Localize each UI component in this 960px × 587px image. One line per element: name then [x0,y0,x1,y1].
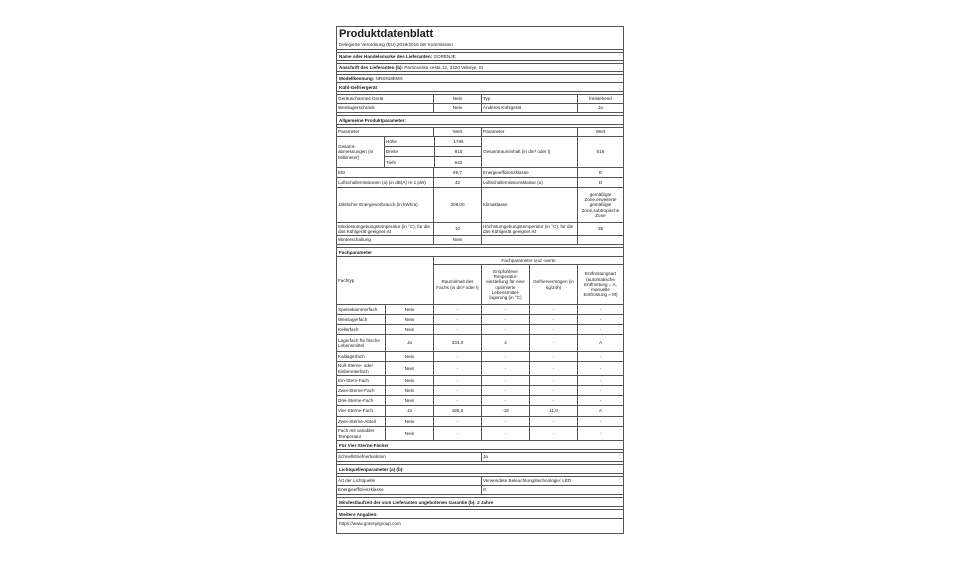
device-row: Weinlagerschrank Nein Anderes Kühlgerät Ja [337,104,623,113]
general-param-row: Jährlicher Energieverbrauch (in kWh/a) 309,00 Klimaklasse gemäßigte Zone,erweiterte gemäßigte Zone,subtropische Zone [337,188,623,223]
compartment-row: Speisekammerfach Nein - - - - [337,305,623,315]
product-datasheet [336,26,624,534]
dimensions-block: Gesamt-abmessungen (in Millimeter) Höhe 1786 Breite 910 Tiefe 643 Gesamtrauminhalt (in dm³ oder l) 519 [337,137,623,168]
compartment-row: Null-Sterne- oder Eisbereiterfach Nein - - - - [337,362,623,376]
manufacturer-url[interactable]: https://www.gorenjegroup.com [339,521,401,526]
regulation-subtitle: Delegierte Verordnung (EU) 2019/2016 der Kommission [337,41,623,50]
compartment-header: Fachtyp Fachparameter und -werte Rauminhalt des Fachs (in dm³ oder l) Empfohlene Temperatur-einstellung für eine optimierte Lebensmittel-lagerung (in °C) Gefriervermögen (in kg/24h) Entfrostungsart (automatische Entfrostung = A, manuelle Entfrostung = M) [337,257,623,305]
general-param-row: Winterschaltung Nein [337,236,623,245]
model-row [337,75,623,83]
compartment-row: Lagerfach für frische Lebensmittel Ja 334,0 4 - A [337,335,623,352]
compartment-row: Weinlagerfach Nein - - - - [337,315,623,325]
compartment-row: Fach mit variabler Temperatur Nein - - - - [337,427,623,441]
warranty-row: Mindestlaufzeit der vom Lieferanten angebotenen Garantie (b): 2 Jahre [337,498,623,507]
general-section-heading: Allgemeine Produktparameter: [337,116,623,125]
compartment-row: Zwei-Sterne-Abteil Nein - - - - [337,417,623,427]
device-section-heading: Kühl-Gefriergerät [337,83,623,92]
page-title: Produktdatenblatt [339,28,434,40]
url-row [337,519,623,528]
model-label: Modellkennung: [339,76,375,81]
dimensions-label: Gesamt-abmessungen (in Millimeter) [338,144,374,160]
more-info-heading: Weitere Angaben: [337,510,623,519]
supplier-label: Name oder Handelsmarke des Lieferanten: [339,54,433,59]
compartment-row: Kaltlagerfach Nein - - - - [337,352,623,362]
compartment-row: Drei-Sterne-Fach Nein - - - - [337,396,623,406]
supplier-value: GORENJE [433,54,456,59]
general-param-row: EEI 99,7 Energieeffizienzklasse E [337,168,623,178]
general-header-row: Parameter Wert Parameter Wert [337,128,623,137]
address-value: Partizanska cesta 12, 3320 Velenje, SI [404,65,484,70]
model-value: NRS918EMX [375,76,403,81]
supplier-row [337,53,623,61]
address-label: Anschrift des Lieferanten (b): [339,65,404,70]
light-section-heading: Lichtquellenparameter (a) (b): [337,465,623,474]
light-class-row: Energieeffizienzklasse G [337,486,623,495]
compartment-row: Kellerfach Nein - - - - [337,325,623,335]
four-star-section-heading: Für Vier-Sterne-Fächer [337,441,623,450]
light-type-row: Art der Lichtquelle Verwendete Beleuchtungstechnologie: LED [337,477,623,486]
general-param-row: Luftschallemissionen (a) (in dB(A) re 1 pW) 42 Luftschallemissionsklasse (a) D [337,178,623,188]
compartment-row: Ein-Stern-Fach Nein - - - - [337,376,623,386]
compartment-row: Vier-Sterne-Fach Ja 185,0 -18 11,0 A [337,406,623,417]
fast-freeze-row: Schnellstriefrierfunktion Ja [337,453,623,462]
device-row: Geräuscharmes Gerät Nein Typ freistehend [337,95,623,104]
address-row [337,64,623,72]
compartment-section-heading: Fachparameter [337,248,623,257]
compartment-row: Zwei-Sterne-Fach Nein - - - - [337,386,623,396]
general-param-row: Mindestumgebungstemperatur (in °C), für die das Kühlgerät geeignet ist 10 Höchstumgebungstemperatur (in °C), für die das Kühlgerät geeignet ist 38 [337,223,623,236]
